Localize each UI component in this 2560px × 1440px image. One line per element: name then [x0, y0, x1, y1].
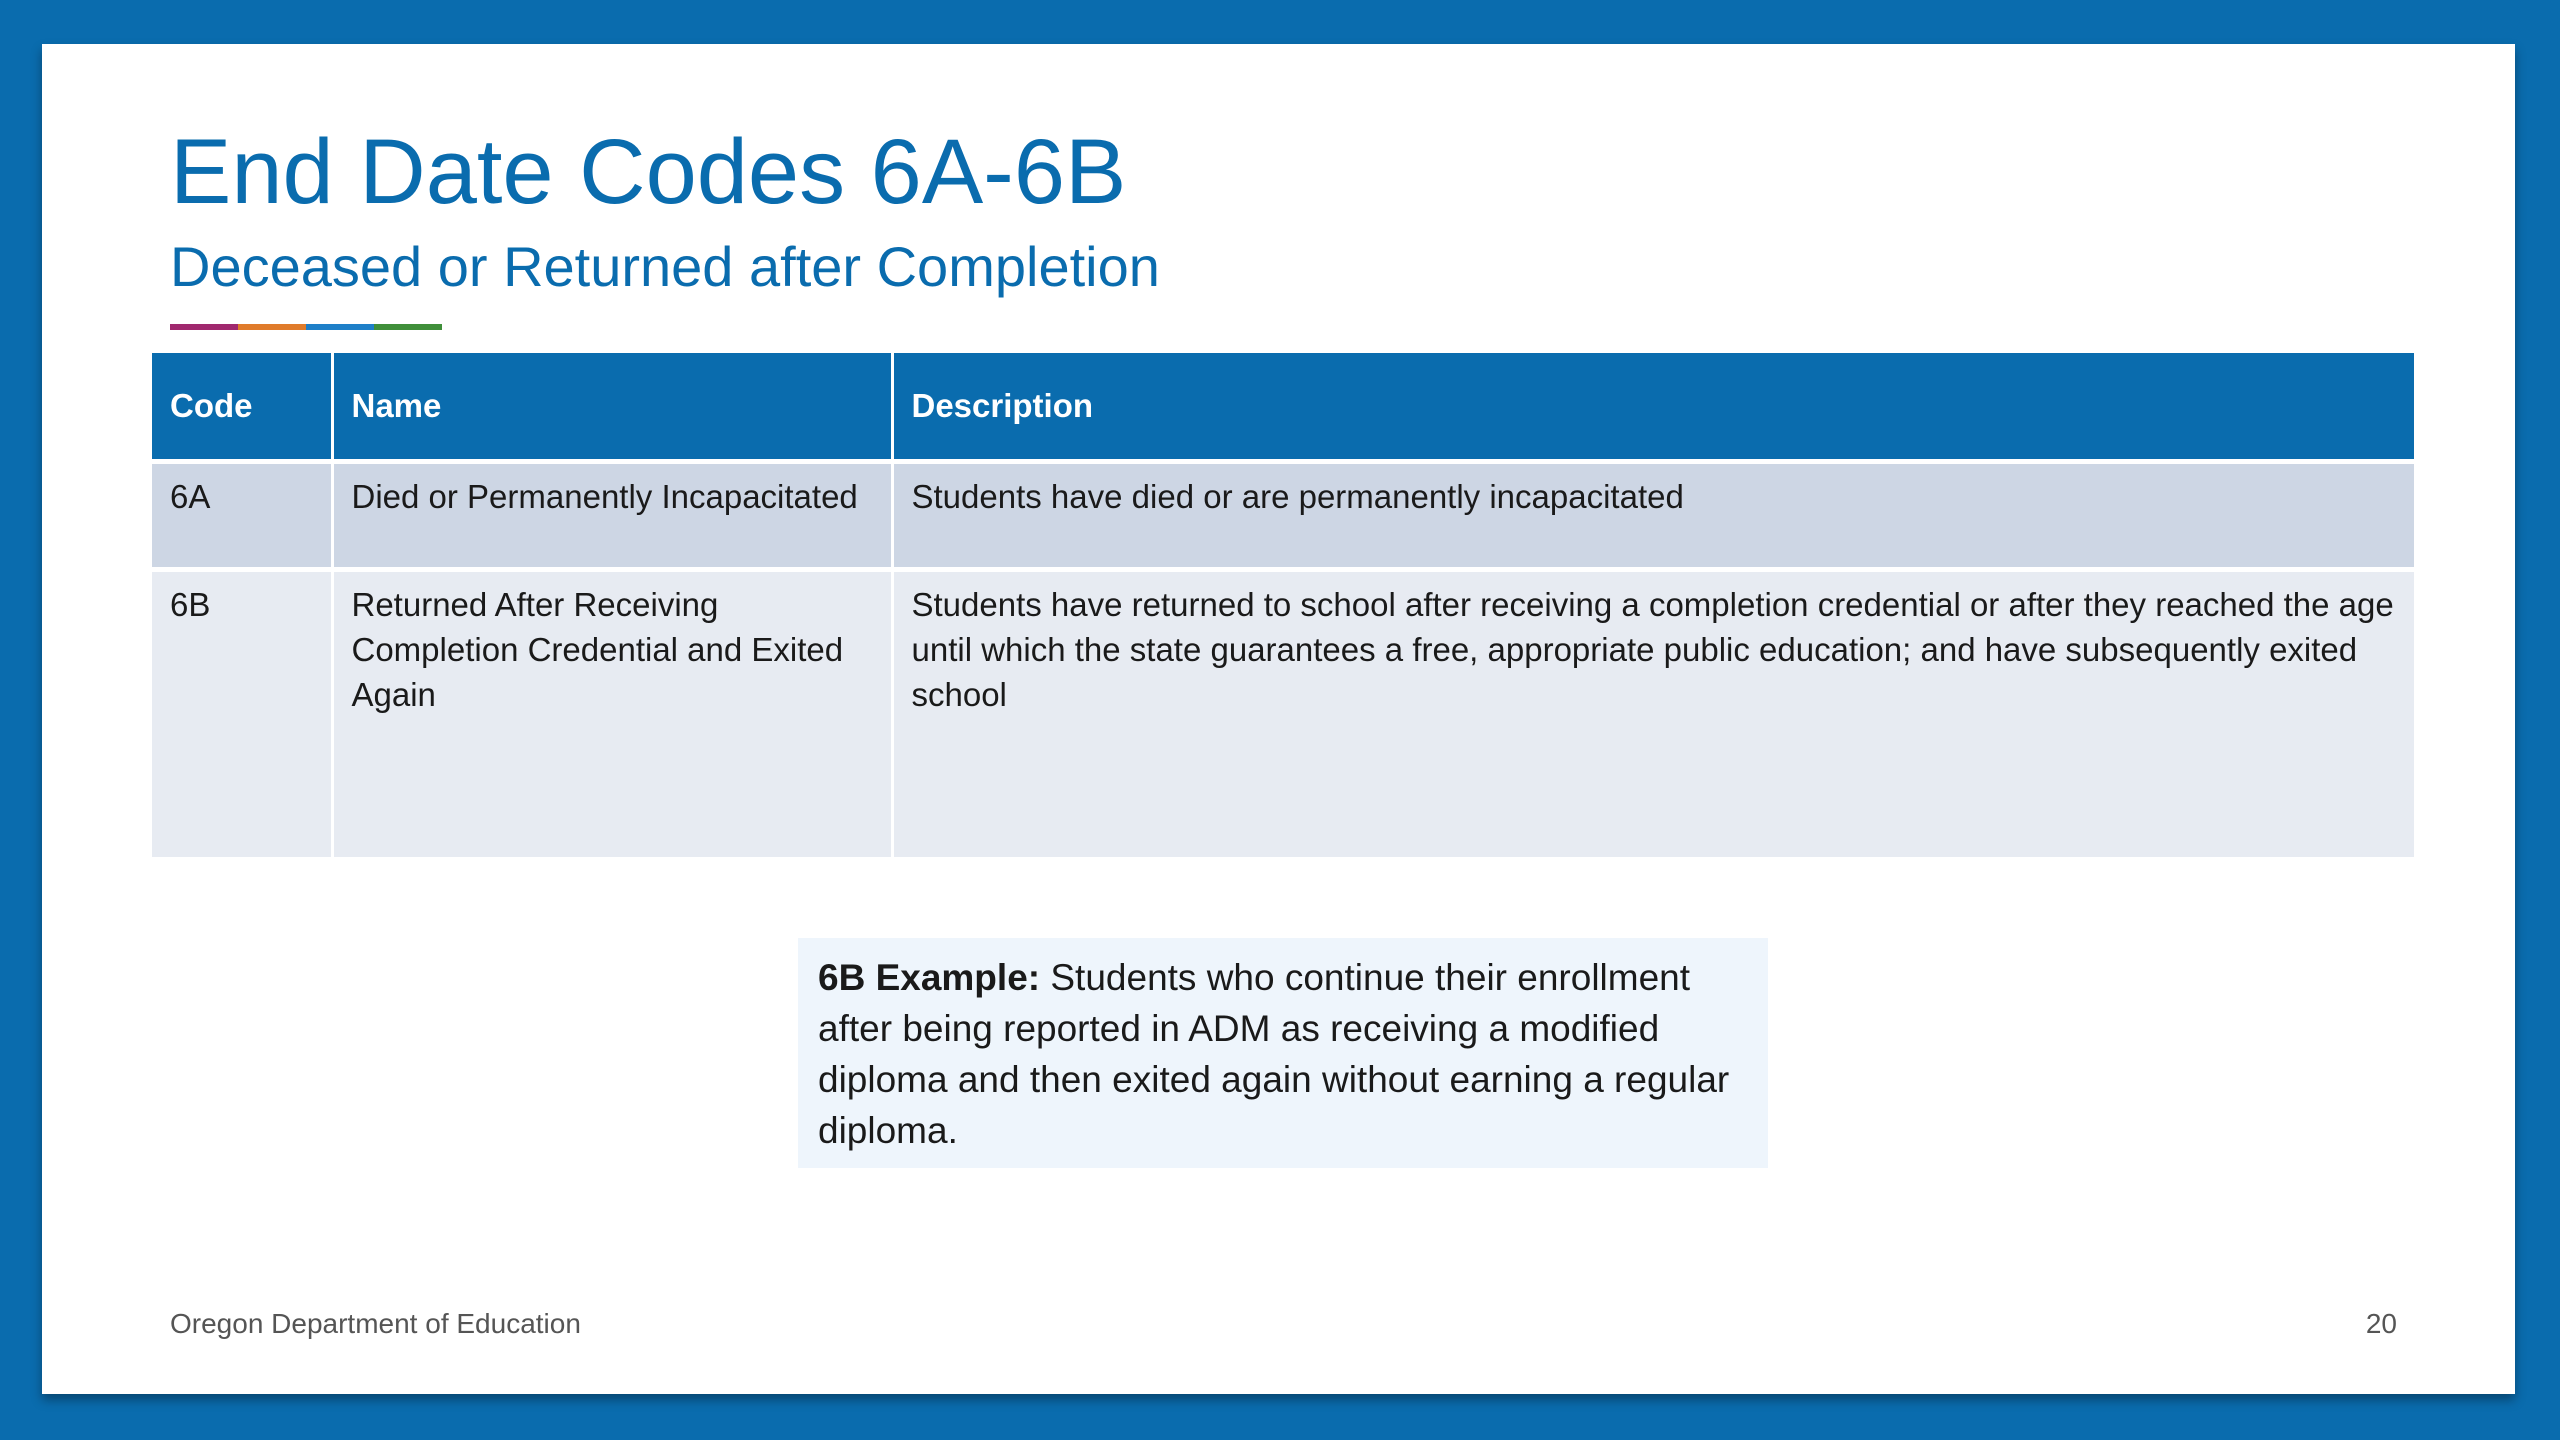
page-number: 20 — [2365, 1308, 2397, 1339]
example-label: 6B Example: — [818, 957, 1041, 998]
header-code: Code — [152, 353, 332, 461]
accent-segment — [238, 324, 306, 330]
slide-title: End Date Codes 6A-6B — [170, 121, 1127, 223]
table-header-row — [152, 353, 2414, 461]
accent-segment — [374, 324, 442, 330]
example-text: Students who continue their enrollment after being reported in ADM as receiving a modified diploma and then exited again without earning a regular diploma. — [818, 957, 1730, 1151]
accent-bar — [170, 324, 442, 330]
accent-segment — [170, 324, 238, 330]
cell-description: Students have died or are permanently incapacitated — [892, 461, 2414, 569]
table-row — [152, 569, 2414, 857]
table-row — [152, 461, 2414, 569]
cell-description: Students have returned to school after receiving a completion credential or after they reached the age until which the state guarantees a free, appropriate public education; and have subsequently exited school — [892, 569, 2414, 857]
accent-segment — [306, 324, 374, 330]
cell-name: Died or Permanently Incapacitated — [332, 461, 892, 569]
cell-name: Returned After Receiving Completion Credential and Exited Again — [332, 569, 892, 857]
cell-code: 6A — [152, 461, 332, 569]
end-date-codes-table — [152, 353, 2414, 857]
cell-code: 6B — [152, 569, 332, 857]
example-callout — [798, 938, 1768, 1168]
header-name: Name — [332, 353, 892, 461]
slide-subtitle: Deceased or Returned after Completion — [170, 235, 1160, 298]
footer-organization: Oregon Department of Education — [170, 1308, 581, 1339]
slide — [42, 44, 2515, 1394]
header-description: Description — [892, 353, 2414, 461]
